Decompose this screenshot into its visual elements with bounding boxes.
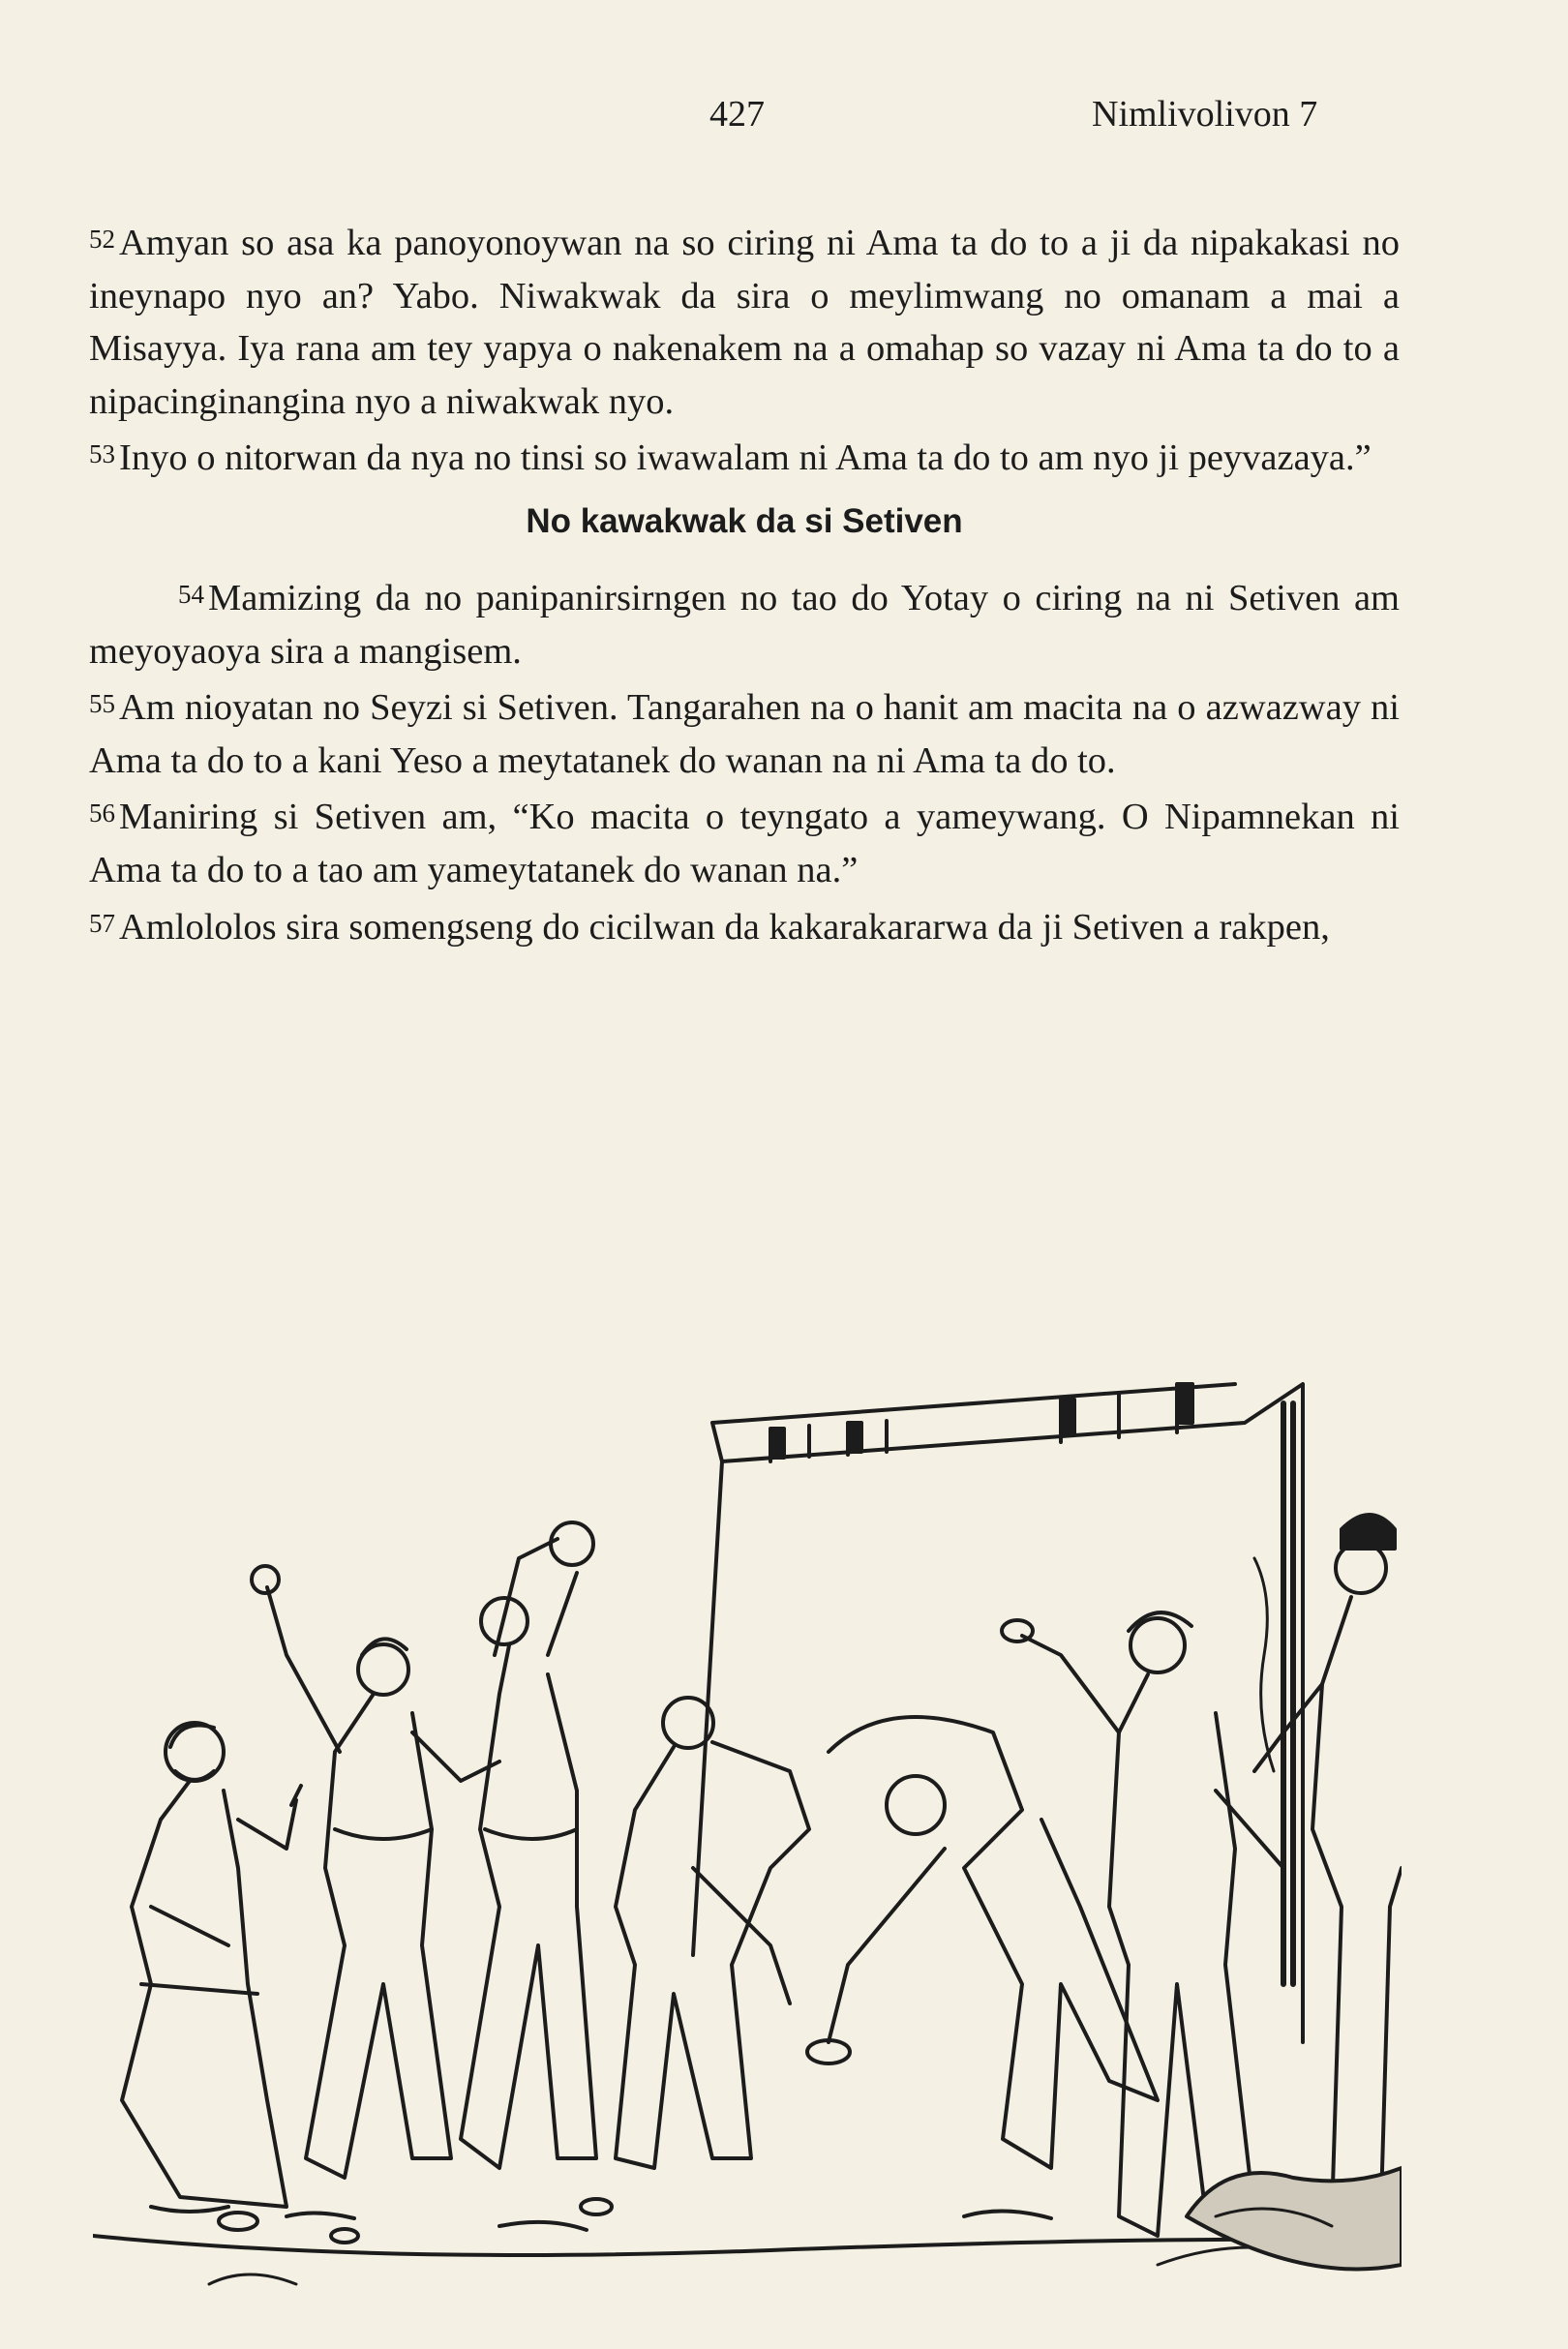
capped-man-figure	[1254, 1515, 1402, 2236]
stooping-man-figure	[807, 1717, 1158, 2168]
verse-52	[89, 213, 1400, 428]
verse-number: 56	[89, 798, 115, 828]
verse-number: 53	[89, 439, 115, 469]
page-number: 427	[709, 94, 765, 135]
verse-text: Am nioyatan no Seyzi si Setiven. Tangarahen na o hanit am macita na o azwazway ni Ama ta do to a kani Yeso a meytatanek do wanan na ni Ama ta do to.	[89, 687, 1400, 781]
verse-text: Amyan so asa ka panoyonoywan na so ciring ni Ama ta do to a ji da nipakakasi no ineynapo nyo an? Yabo. Niwakwak da sira o meylimwang no omanam a mai a Misayya. Iya rana am tey yapya o nakenakem na a omahap so vazay ni Ama ta do to a nipacinginangina nyo a niwakwak nyo.	[89, 223, 1400, 422]
stoning-illustration	[93, 1365, 1402, 2304]
verse-55	[89, 678, 1400, 787]
garments-pile	[1187, 2168, 1402, 2269]
verse-number: 57	[89, 908, 115, 938]
bending-man-figure	[616, 1698, 809, 2168]
verse-54	[89, 568, 1400, 678]
verse-number: 54	[178, 579, 204, 609]
city-wall	[693, 1384, 1303, 2042]
section-heading: No kawakwak da si Setiven	[526, 501, 963, 540]
verse-text: Mamizing da no panipanirsirngen no tao do Yotay o ciring na ni Setiven am meyoyaoya sira a mangisem.	[89, 577, 1400, 672]
illustration-drawing	[93, 1365, 1402, 2304]
verse-text: Maniring si Setiven am, “Ko macita o teyngato a yameywang. O Nipamnekan ni Ama ta do to a tao am yameytatanek do wanan na.”	[89, 797, 1400, 890]
verse-number: 52	[89, 225, 115, 254]
standing-man-figure	[1002, 1612, 1283, 2236]
running-head: Nimlivolivon 7	[1092, 94, 1318, 135]
verse-text: Amlololos sira somengseng do cicilwan da kakarakararwa da ji Setiven a rakpen,	[119, 906, 1330, 948]
verse-57	[89, 897, 1400, 954]
verse-number: 55	[89, 689, 115, 719]
page-header	[0, 93, 1568, 151]
verse-text: Inyo o nitorwan da nya no tinsi so iwawalam ni Ama ta do to am nyo ji peyvazaya.”	[119, 437, 1372, 479]
stone-thrower-figure	[252, 1566, 499, 2178]
verse-56	[89, 787, 1400, 896]
raised-stone-figure	[461, 1522, 596, 2168]
kneeling-man-figure	[122, 1723, 301, 2207]
verse-53	[89, 428, 1400, 485]
body-text	[89, 213, 1400, 953]
